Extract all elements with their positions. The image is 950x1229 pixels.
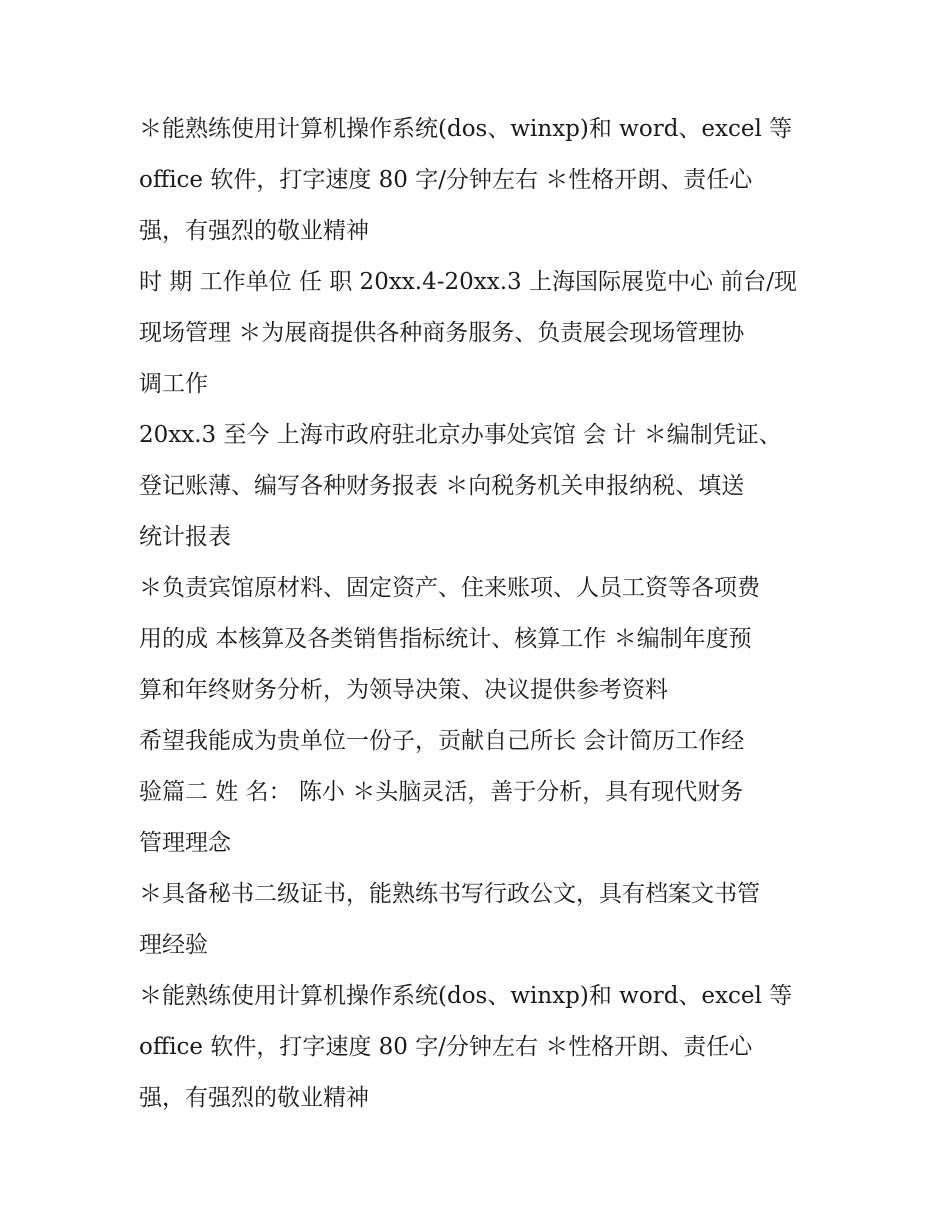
text-line: 登记账薄、编写各种财务报表 ＊向税务机关申报纳税、填送 [139,473,745,499]
text-line: 强，有强烈的敬业精神 [139,1085,369,1111]
text-line: 统计报表 [139,524,231,550]
text-line: 理经验 [139,932,208,958]
text-line: 强，有强烈的敬业精神 [139,218,369,244]
text-line: ＊具备秘书二级证书，能熟练书写行政公文，具有档案文书管 [139,881,760,907]
document-body [139,104,829,1124]
text-line: office 软件，打字速度 80 字/分钟左右 ＊性格开朗、责任心 [139,1034,753,1060]
text-line: 验篇二 姓 名： 陈小 ＊头脑灵活，善于分析，具有现代财务 [139,779,744,805]
text-line: 管理理念 [139,830,231,856]
text-line: 现场管理 ＊为展商提供各种商务服务、负责展会现场管理协 [139,320,745,346]
text-line: 希望我能成为贵单位一份子，贡献自己所长 会计简历工作经 [139,728,745,754]
text-line: office 软件，打字速度 80 字/分钟左右 ＊性格开朗、责任心 [139,167,753,193]
text-line: 20xx.3 至今 上海市政府驻北京办事处宾馆 会 计 ＊编制凭证、 [139,422,782,448]
text-line: ＊能熟练使用计算机操作系统(dos、winxp)和 word、excel 等 [139,983,793,1009]
text-line: 用的成 本核算及各类销售指标统计、核算工作 ＊编制年度预 [139,626,752,652]
text-line: ＊能熟练使用计算机操作系统(dos、winxp)和 word、excel 等 [139,116,793,142]
text-line: 时 期 工作单位 任 职 20xx.4-20xx.3 上海国际展览中心 前台/现 [139,269,798,295]
text-line: 调工作 [139,371,208,397]
text-line: ＊负责宾馆原材料、固定资产、住来账项、人员工资等各项费 [139,575,760,601]
text-line: 算和年终财务分析，为领导决策、决议提供参考资料 [139,677,668,703]
